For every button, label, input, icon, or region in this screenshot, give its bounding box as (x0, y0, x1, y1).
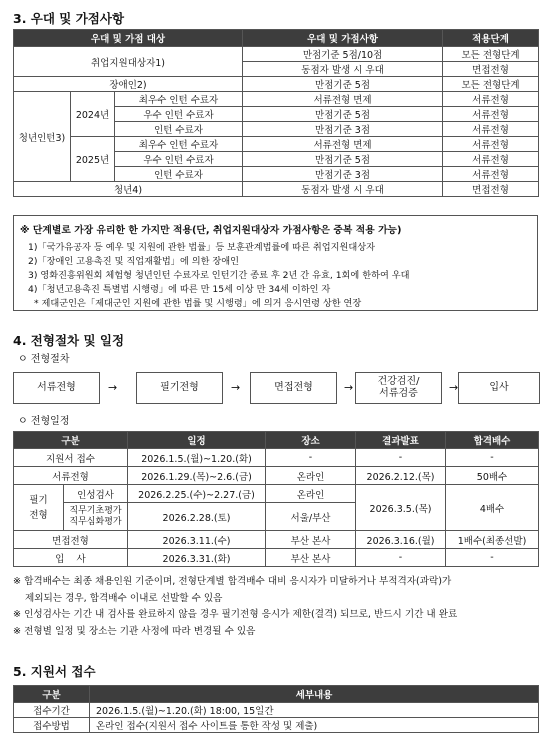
place-cell: 온라인 (266, 467, 356, 485)
target-cell: 인턴 수료자 (115, 122, 243, 137)
note-line: 1)「국가유공자 등 예우 및 지원에 관한 법률」등 보훈관계법률에 따른 취업지원대상자 (28, 242, 375, 253)
header-result: 결과발표 (356, 432, 446, 449)
date-cell: 2026.2.25.(수)~2.27.(금) (128, 485, 266, 503)
section-5-title: 5. 지원서 접수 (13, 664, 96, 679)
benefit-cell: 만점기준 5점 (243, 77, 443, 92)
date-cell: 2026.3.31.(화) (128, 549, 266, 567)
benefit-cell: 만점기준 3점 (243, 167, 443, 182)
header-date: 일정 (128, 432, 266, 449)
table-row (14, 137, 539, 152)
stage-cell: 모든 전형단계 (443, 47, 539, 62)
table-row (14, 47, 539, 62)
arrow-right-icon: → (108, 381, 118, 394)
benefit-cell: 동점자 발생 시 우대 (243, 182, 443, 197)
flow-step-document: 서류전형 (13, 372, 100, 404)
note-line: 3) 영화진흥위원회 체험형 청년인턴 수료자로 인턴기간 종료 후 2년 간 유효, 1회에 한하여 우대 (28, 270, 410, 281)
category-cell: 입 사 (14, 549, 128, 567)
intern-group-cell: 청년인턴3) (14, 92, 71, 182)
result-cell: 2026.3.16.(월) (356, 531, 446, 549)
multiplier-cell: 50배수 (446, 467, 539, 485)
table-row (14, 549, 539, 567)
note-line: ※ 전형별 일정 및 장소는 기관 사정에 따라 변경될 수 있음 (13, 625, 256, 637)
stage-cell: 면접전형 (443, 182, 539, 197)
place-cell: 부산 본사 (266, 531, 356, 549)
note-line: ※ 인성검사는 기간 내 검사를 완료하지 않을 경우 필기전형 응시가 제한(결격) 되므로, 반드시 기간 내 완료 (13, 609, 458, 620)
note-line: ※ 합격배수는 최종 채용인원 기준이며, 전형단계별 합격배수 대비 응시자가 미달하거나 부적격자(과락)가 (13, 576, 452, 587)
application-table (13, 685, 539, 733)
stage-cell: 서류전형 (443, 122, 539, 137)
preference-notes (13, 215, 538, 311)
benefit-cell: 동점자 발생 시 우대 (243, 62, 443, 77)
note-line: 4)「청년고용촉진 특별법 시행령」에 따른 만 15세 이상 만 34세 이하인 자 (28, 284, 331, 295)
category-cell: 접수방법 (14, 718, 90, 733)
section-4-title: 4. 전형절차 및 일정 (13, 333, 125, 348)
category-cell: 인성검사 (64, 485, 128, 503)
procedure-flow (13, 372, 538, 404)
place-cell: 서울/부산 (266, 503, 356, 531)
category-cell: 서류전형 (14, 467, 128, 485)
category-cell: 지원서 접수 (14, 449, 128, 467)
target-cell: 우수 인턴 수료자 (115, 107, 243, 122)
note-line: 2)「장애인 고용촉진 및 직업재활법」에 의한 장애인 (28, 256, 240, 267)
note-line: 제외되는 경우, 합격배수 이내로 선발할 수 있음 (25, 592, 223, 604)
category-cell: 면접전형 (14, 531, 128, 549)
header-benefit: 우대 및 가점사항 (243, 30, 443, 47)
benefit-cell: 서류전형 면제 (243, 92, 443, 107)
header-stage: 적용단계 (443, 30, 539, 47)
multiplier-cell: - (446, 549, 539, 567)
header-place: 장소 (266, 432, 356, 449)
table-row (14, 485, 539, 503)
arrow-right-icon: → (344, 381, 354, 394)
header-detail: 세부내용 (90, 686, 539, 703)
table-row (14, 718, 539, 733)
stage-cell: 서류전형 (443, 107, 539, 122)
stage-cell: 면접전형 (443, 62, 539, 77)
stage-cell: 서류전형 (443, 137, 539, 152)
year-cell: 2025년 (71, 137, 115, 182)
place-cell: 온라인 (266, 485, 356, 503)
target-cell: 최우수 인턴 수료자 (115, 92, 243, 107)
target-cell: 청년4) (14, 182, 243, 197)
flow-step-join: 입사 (458, 372, 540, 404)
schedule-notes (13, 574, 538, 640)
stage-cell: 서류전형 (443, 152, 539, 167)
benefit-cell: 만점기준 5점/10점 (243, 47, 443, 62)
procedure-subtitle: ㅇ 전형절차 (18, 354, 70, 365)
flow-step-health-check: 건강검진/ 서류검증 (355, 372, 442, 404)
date-cell: 2026.3.11.(수) (128, 531, 266, 549)
category-cell: 직무기초평가 직무심화평가 (64, 503, 128, 531)
schedule-table (13, 431, 539, 567)
preference-table (13, 29, 539, 197)
table-row (14, 182, 539, 197)
place-cell: 부산 본사 (266, 549, 356, 567)
target-cell: 장애인2) (14, 77, 243, 92)
multiplier-cell: 4배수 (446, 485, 539, 531)
result-cell: - (356, 549, 446, 567)
header-multiplier: 합격배수 (446, 432, 539, 449)
note-line: * 제대군인은「제대군인 지원에 관한 법률 및 시행령」에 의거 응시연령 상한 연장 (34, 298, 362, 309)
benefit-cell: 만점기준 5점 (243, 152, 443, 167)
schedule-subtitle: ㅇ 전형일정 (18, 416, 70, 427)
benefit-cell: 만점기준 3점 (243, 122, 443, 137)
table-row (14, 77, 539, 92)
stage-cell: 서류전형 (443, 92, 539, 107)
benefit-cell: 만점기준 5점 (243, 107, 443, 122)
target-cell: 취업지원대상자1) (14, 47, 243, 77)
multiplier-cell: - (446, 449, 539, 467)
table-row (14, 531, 539, 549)
date-cell: 2026.1.5.(월)~1.20.(화) (128, 449, 266, 467)
table-row (14, 703, 539, 718)
detail-cell: 2026.1.5.(월)~1.20.(화) 18:00, 15일간 (90, 703, 539, 718)
result-cell: 2026.2.12.(목) (356, 467, 446, 485)
stage-cell: 모든 전형단계 (443, 77, 539, 92)
table-row (14, 467, 539, 485)
table-header (14, 30, 539, 47)
written-group-cell: 필기 전형 (14, 485, 64, 531)
stage-cell: 서류전형 (443, 167, 539, 182)
header-category: 구분 (14, 686, 90, 703)
date-cell: 2026.2.28.(토) (128, 503, 266, 531)
target-cell: 최우수 인턴 수료자 (115, 137, 243, 152)
target-cell: 우수 인턴 수료자 (115, 152, 243, 167)
header-category: 구분 (14, 432, 128, 449)
date-cell: 2026.1.29.(목)~2.6.(금) (128, 467, 266, 485)
arrow-right-icon: → (231, 381, 241, 394)
table-row (14, 449, 539, 467)
flow-step-written: 필기전형 (136, 372, 223, 404)
arrow-right-icon: → (449, 381, 459, 394)
table-header (14, 432, 539, 449)
table-header (14, 686, 539, 703)
table-row (14, 92, 539, 107)
category-cell: 접수기간 (14, 703, 90, 718)
result-cell: 2026.3.5.(목) (356, 485, 446, 531)
section-3-title: 3. 우대 및 가점사항 (13, 11, 125, 26)
flow-step-interview: 면접전형 (250, 372, 337, 404)
header-target: 우대 및 가점 대상 (14, 30, 243, 47)
year-cell: 2024년 (71, 92, 115, 137)
benefit-cell: 서류전형 면제 (243, 137, 443, 152)
detail-cell: 온라인 접수(지원서 접수 사이트를 통한 작성 및 제출) (90, 718, 539, 733)
place-cell: - (266, 449, 356, 467)
notes-title: ※ 단계별로 가장 유리한 한 가지만 적용(단, 취업지원대상자 가점사항은 중복 적용 가능) (20, 225, 402, 236)
multiplier-cell: 1배수(최종선발) (446, 531, 539, 549)
result-cell: - (356, 449, 446, 467)
target-cell: 인턴 수료자 (115, 167, 243, 182)
